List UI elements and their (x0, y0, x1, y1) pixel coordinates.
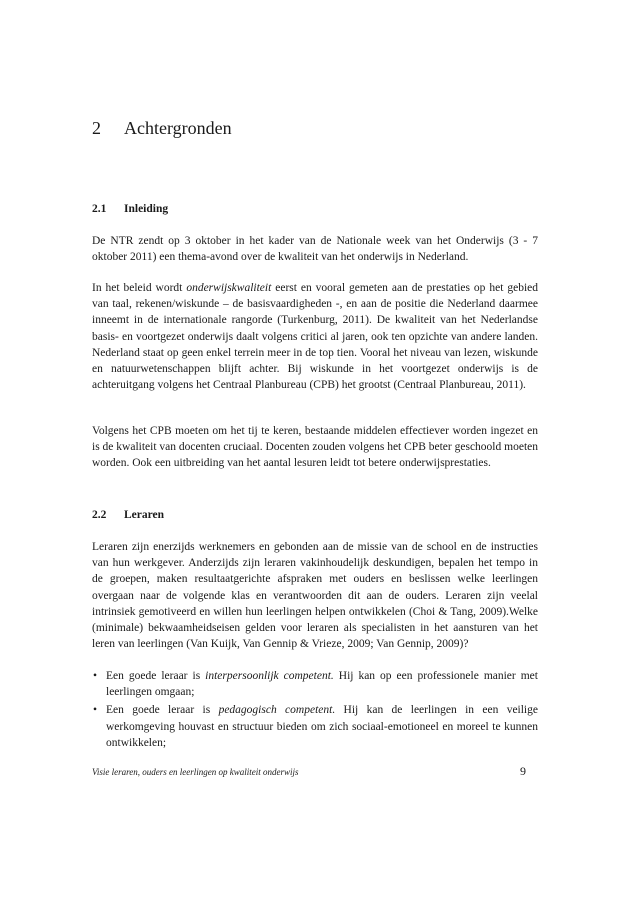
section-number: 2.2 (92, 509, 107, 521)
paragraph: De NTR zendt op 3 oktober in het kader van de Nationale week van het Onderwijs (3 - 7 oktober 2011) een thema-avond over de kwaliteit van het onderwijs in Nederland. (92, 235, 538, 264)
paragraph: In het beleid wordt onderwijskwaliteit eerst en vooral gemeten aan de prestaties op het gebied van taal, rekenen/wiskunde – de basisvaardigheden -, en aan de positie die Nederland daarmee inneemt in de internationale rangorde (Turkenburg, 2011). De kwaliteit van het Nederlandse basis- en voortgezet onderwijs daalt volgens critici al jaren, ook ten opzichte van andere landen. Nederland staat op geen enkel terrein meer in de top tien. Vooral het niveau van lezen, wiskunde en natuurwetenschappen blijft achter. Bij wiskunde in het voortgezet onderwijs is de achteruitgang volgens het Centraal Planbureau (CPB) het grootst (Centraal Planbureau, 2011). (92, 282, 538, 392)
chapter-heading (92, 118, 232, 139)
section-number: 2.1 (92, 203, 107, 215)
section-title: Inleiding (124, 203, 169, 215)
bullet-list (92, 668, 538, 753)
paragraph: Leraren zijn enerzijds werknemers en gebonden aan de missie van de school en de instructies van hun werkgever. Anderzijds zijn leraren vakinhoudelijk deskundigen, bepalen het tempo in de groepen, maken resultaatgerichte afspraken met ouders en beslissen welke leerlingen overgaan naar de volgende klas en verantwoorden dit aan de ouders. Leraren zijn veelal intrinsiek gemotiveerd en willen hun leerlingen helpen ontwikkelen (Choi & Tang, 2009).Welke (minimale) bekwaamheidseisen gelden voor leraren als specialisten in het aansturen van het leren van leerlingen (Van Kuijk, Van Gennip & Vrieze, 2009; Van Gennip, 2009)? (92, 541, 538, 651)
emphasis-text: interpersoonlijk competent. (205, 670, 334, 682)
bullet-icon: • (93, 670, 98, 682)
page-number: 9 (520, 764, 526, 778)
emphasis-text: pedagogisch competent. (218, 704, 336, 717)
list-item: • Een goede leraar is pedagogisch competent. Hij kan de leerlingen in een veilige werkomgeving houvast en structuur bieden om zich sociaal-emotioneel en moreel te kunnen ontwikkelen; (93, 704, 538, 749)
chapter-title: Achtergronden (124, 118, 232, 138)
bullet-icon: • (93, 704, 98, 717)
emphasis-text: onderwijskwaliteit (186, 282, 272, 294)
section-title: Leraren (124, 509, 165, 521)
section-heading-leraren (92, 509, 164, 521)
list-item: • Een goede leraar is interpersoonlijk competent. Hij kan op een professionele manier met leerlingen omgaan; (93, 670, 538, 699)
paragraph: Volgens het CPB moeten om het tij te keren, bestaande middelen effectiever worden ingezet en is de kwaliteit van docenten cruciaal. Docenten zouden volgens het CPB beter geschoold moeten worden. Ook een uitbreiding van het aantal lesuren leidt tot betere onderwijsprestaties. (92, 425, 538, 470)
running-footer: Visie leraren, ouders en leerlingen op kwaliteit onderwijs (92, 767, 299, 777)
chapter-number: 2 (92, 118, 101, 138)
section-heading-inleiding (92, 203, 168, 215)
